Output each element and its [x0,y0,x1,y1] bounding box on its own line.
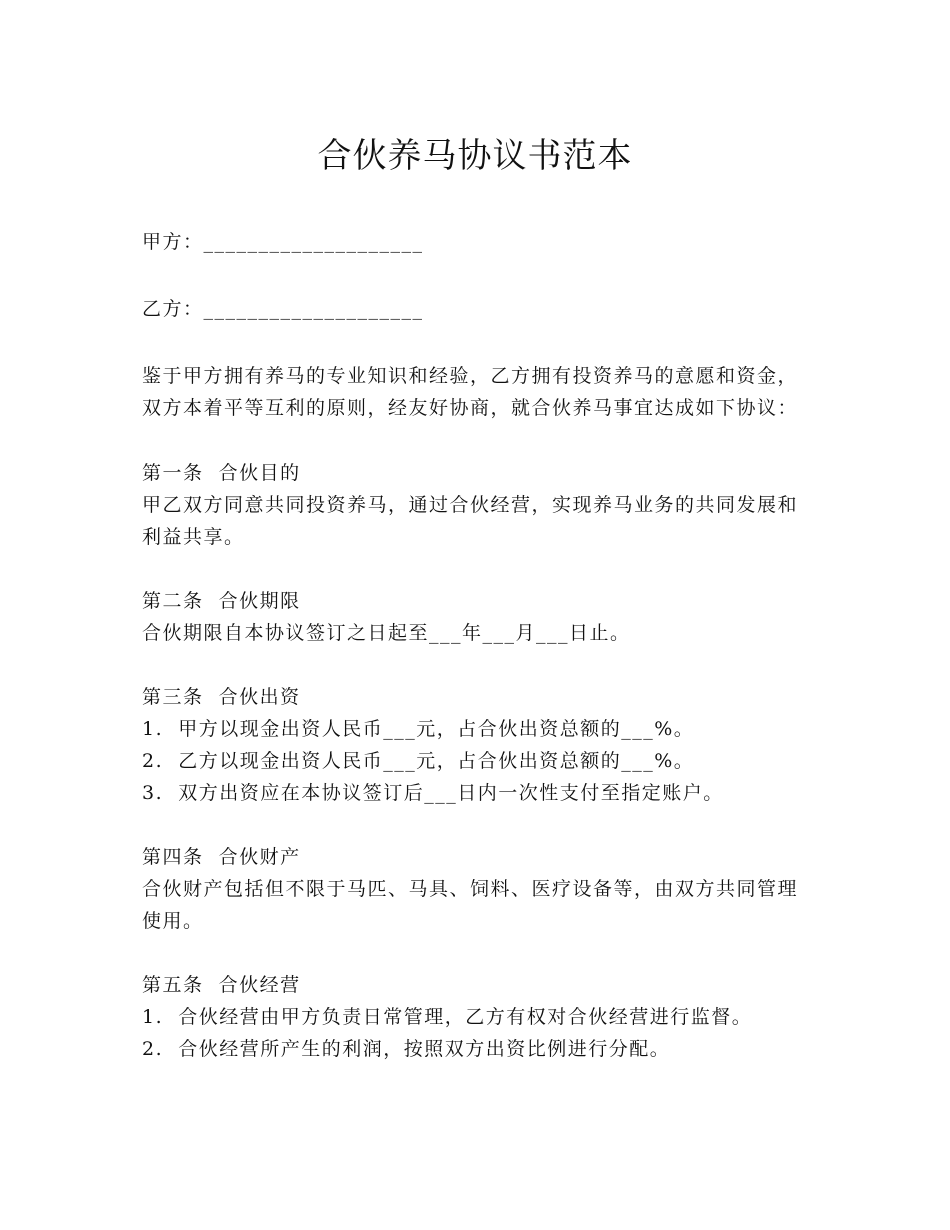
party-b-line: 乙方：____________________ [142,298,424,320]
article-1-body: 甲乙双方同意共同投资养马，通过合伙经营，实现养马业务的共同发展和利益共享。 [142,494,799,548]
article-5-item-2: 2. 合伙经营所产生的利润，按照双方出资比例进行分配。 [142,1038,671,1060]
article-5-heading: 第五条 合伙经营 [142,974,301,996]
document-title: 合伙养马协议书范本 [317,136,633,176]
preamble-paragraph: 鉴于甲方拥有养马的专业知识和经验，乙方拥有投资养马的意愿和资金，双方本着平等互利的原则，经友好协商，就合伙养马事宜达成如下协议： [142,365,799,419]
article-3-heading: 第三条 合伙出资 [142,686,301,708]
article-1-heading: 第一条 合伙目的 [142,462,301,484]
party-a-line: 甲方：____________________ [142,231,424,253]
article-4-body: 合伙财产包括但不限于马匹、马具、饲料、医疗设备等，由双方共同管理使用。 [142,878,799,932]
article-4-heading: 第四条 合伙财产 [142,846,301,868]
document-body [142,226,802,1065]
article-2-heading: 第二条 合伙期限 [142,590,301,612]
article-3-item-3: 3. 双方出资应在本协议签订后___日内一次性支付至指定账户。 [142,782,724,804]
article-2-body: 合伙期限自本协议签订之日起至___年___月___日止。 [142,622,631,644]
article-5-item-1: 1. 合伙经营由甲方负责日常管理，乙方有权对合伙经营进行监督。 [142,1006,753,1028]
article-3-item-1: 1. 甲方以现金出资人民币___元，占合伙出资总额的___%。 [142,718,695,740]
article-3-item-2: 2. 乙方以现金出资人民币___元，占合伙出资总额的___%。 [142,750,695,772]
